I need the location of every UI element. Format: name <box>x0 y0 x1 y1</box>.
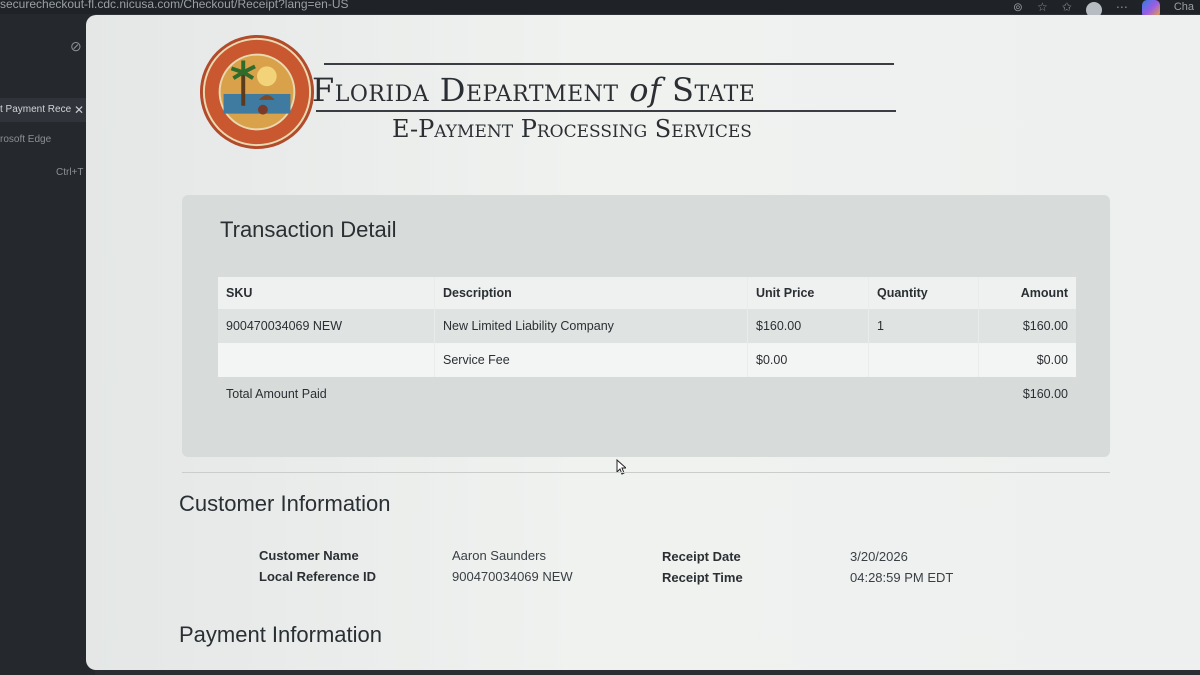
col-quantity: Quantity <box>869 277 979 309</box>
header-rule-top <box>324 63 894 65</box>
transaction-detail-panel <box>182 195 1110 457</box>
location-icon[interactable]: ⊚ <box>1012 0 1023 14</box>
empty-cell <box>748 377 869 411</box>
col-amount: Amount <box>979 277 1077 309</box>
transaction-detail-title: Transaction Detail <box>220 217 397 242</box>
cell-description: New Limited Liability Company <box>435 309 748 343</box>
customer-name-value: Aaron Saunders <box>452 548 546 563</box>
tab-label: t Payment Rece <box>0 104 72 115</box>
total-row <box>218 377 1076 411</box>
title-part-of: of <box>629 71 662 109</box>
cell-sku: 900470034069 NEW <box>218 309 435 343</box>
new-tab-shortcut: Ctrl+T <box>56 167 84 178</box>
favorite-star-icon[interactable]: ☆ <box>1036 0 1048 14</box>
table-row <box>218 343 1076 377</box>
cell-sku <box>218 343 435 377</box>
florida-seal-icon <box>198 33 316 151</box>
cell-description: Service Fee <box>435 343 748 377</box>
cell-amount: $0.00 <box>979 343 1077 377</box>
address-bar[interactable]: securecheckout-fl.cdc.nicusa.com/Checkout/Receipt?lang=en-US <box>0 0 349 11</box>
empty-cell <box>435 377 748 411</box>
header-rule-bottom <box>316 110 896 112</box>
receipt-page <box>86 15 1200 670</box>
col-unit-price: Unit Price <box>748 277 869 309</box>
more-menu-icon[interactable]: ⋯ <box>1115 0 1128 14</box>
new-tab-edge-label[interactable]: rosoft Edge <box>0 134 52 145</box>
department-title <box>312 71 912 109</box>
receipt-time-label: Receipt Time <box>662 570 743 585</box>
total-label: Total Amount Paid <box>218 377 435 411</box>
empty-cell <box>869 377 979 411</box>
payment-information-title: Payment Information <box>179 622 382 647</box>
tab-actions-icon[interactable]: ⊘ <box>70 38 82 54</box>
receipt-time-value: 04:28:59 PM EDT <box>850 570 954 585</box>
customer-information-title: Customer Information <box>179 491 391 516</box>
toolbar-icons <box>1013 0 1200 14</box>
customer-name-label: Customer Name <box>259 548 359 563</box>
receipt-date-label: Receipt Date <box>662 549 741 564</box>
cell-quantity <box>869 343 979 377</box>
profile-label[interactable]: Cha <box>1173 1 1194 13</box>
receipt-date-value: 3/20/2026 <box>850 549 908 564</box>
local-reference-value: 900470034069 NEW <box>452 569 573 584</box>
table-header-row <box>218 277 1076 309</box>
cell-unit-price: $160.00 <box>748 309 869 343</box>
title-part-a: Florida Department <box>312 71 630 109</box>
cell-unit-price: $0.00 <box>748 343 869 377</box>
browser-sidebar <box>0 14 95 675</box>
section-divider <box>182 472 1110 473</box>
local-reference-label: Local Reference ID <box>259 569 377 584</box>
title-part-b: State <box>661 71 756 109</box>
cell-amount: $160.00 <box>979 309 1077 343</box>
col-sku: SKU <box>218 277 435 309</box>
total-amount: $160.00 <box>979 377 1077 411</box>
service-subtitle: E-Payment Processing Services <box>392 115 752 143</box>
tab-payment-receipt[interactable] <box>0 98 90 122</box>
favorites-icon[interactable]: ✩ <box>1061 0 1072 14</box>
transaction-table <box>218 277 1076 411</box>
browser-toolbar <box>0 0 1200 15</box>
close-tab-icon[interactable]: ✕ <box>73 103 84 117</box>
cell-quantity: 1 <box>869 309 979 343</box>
col-description: Description <box>435 277 748 309</box>
table-row <box>218 309 1076 343</box>
